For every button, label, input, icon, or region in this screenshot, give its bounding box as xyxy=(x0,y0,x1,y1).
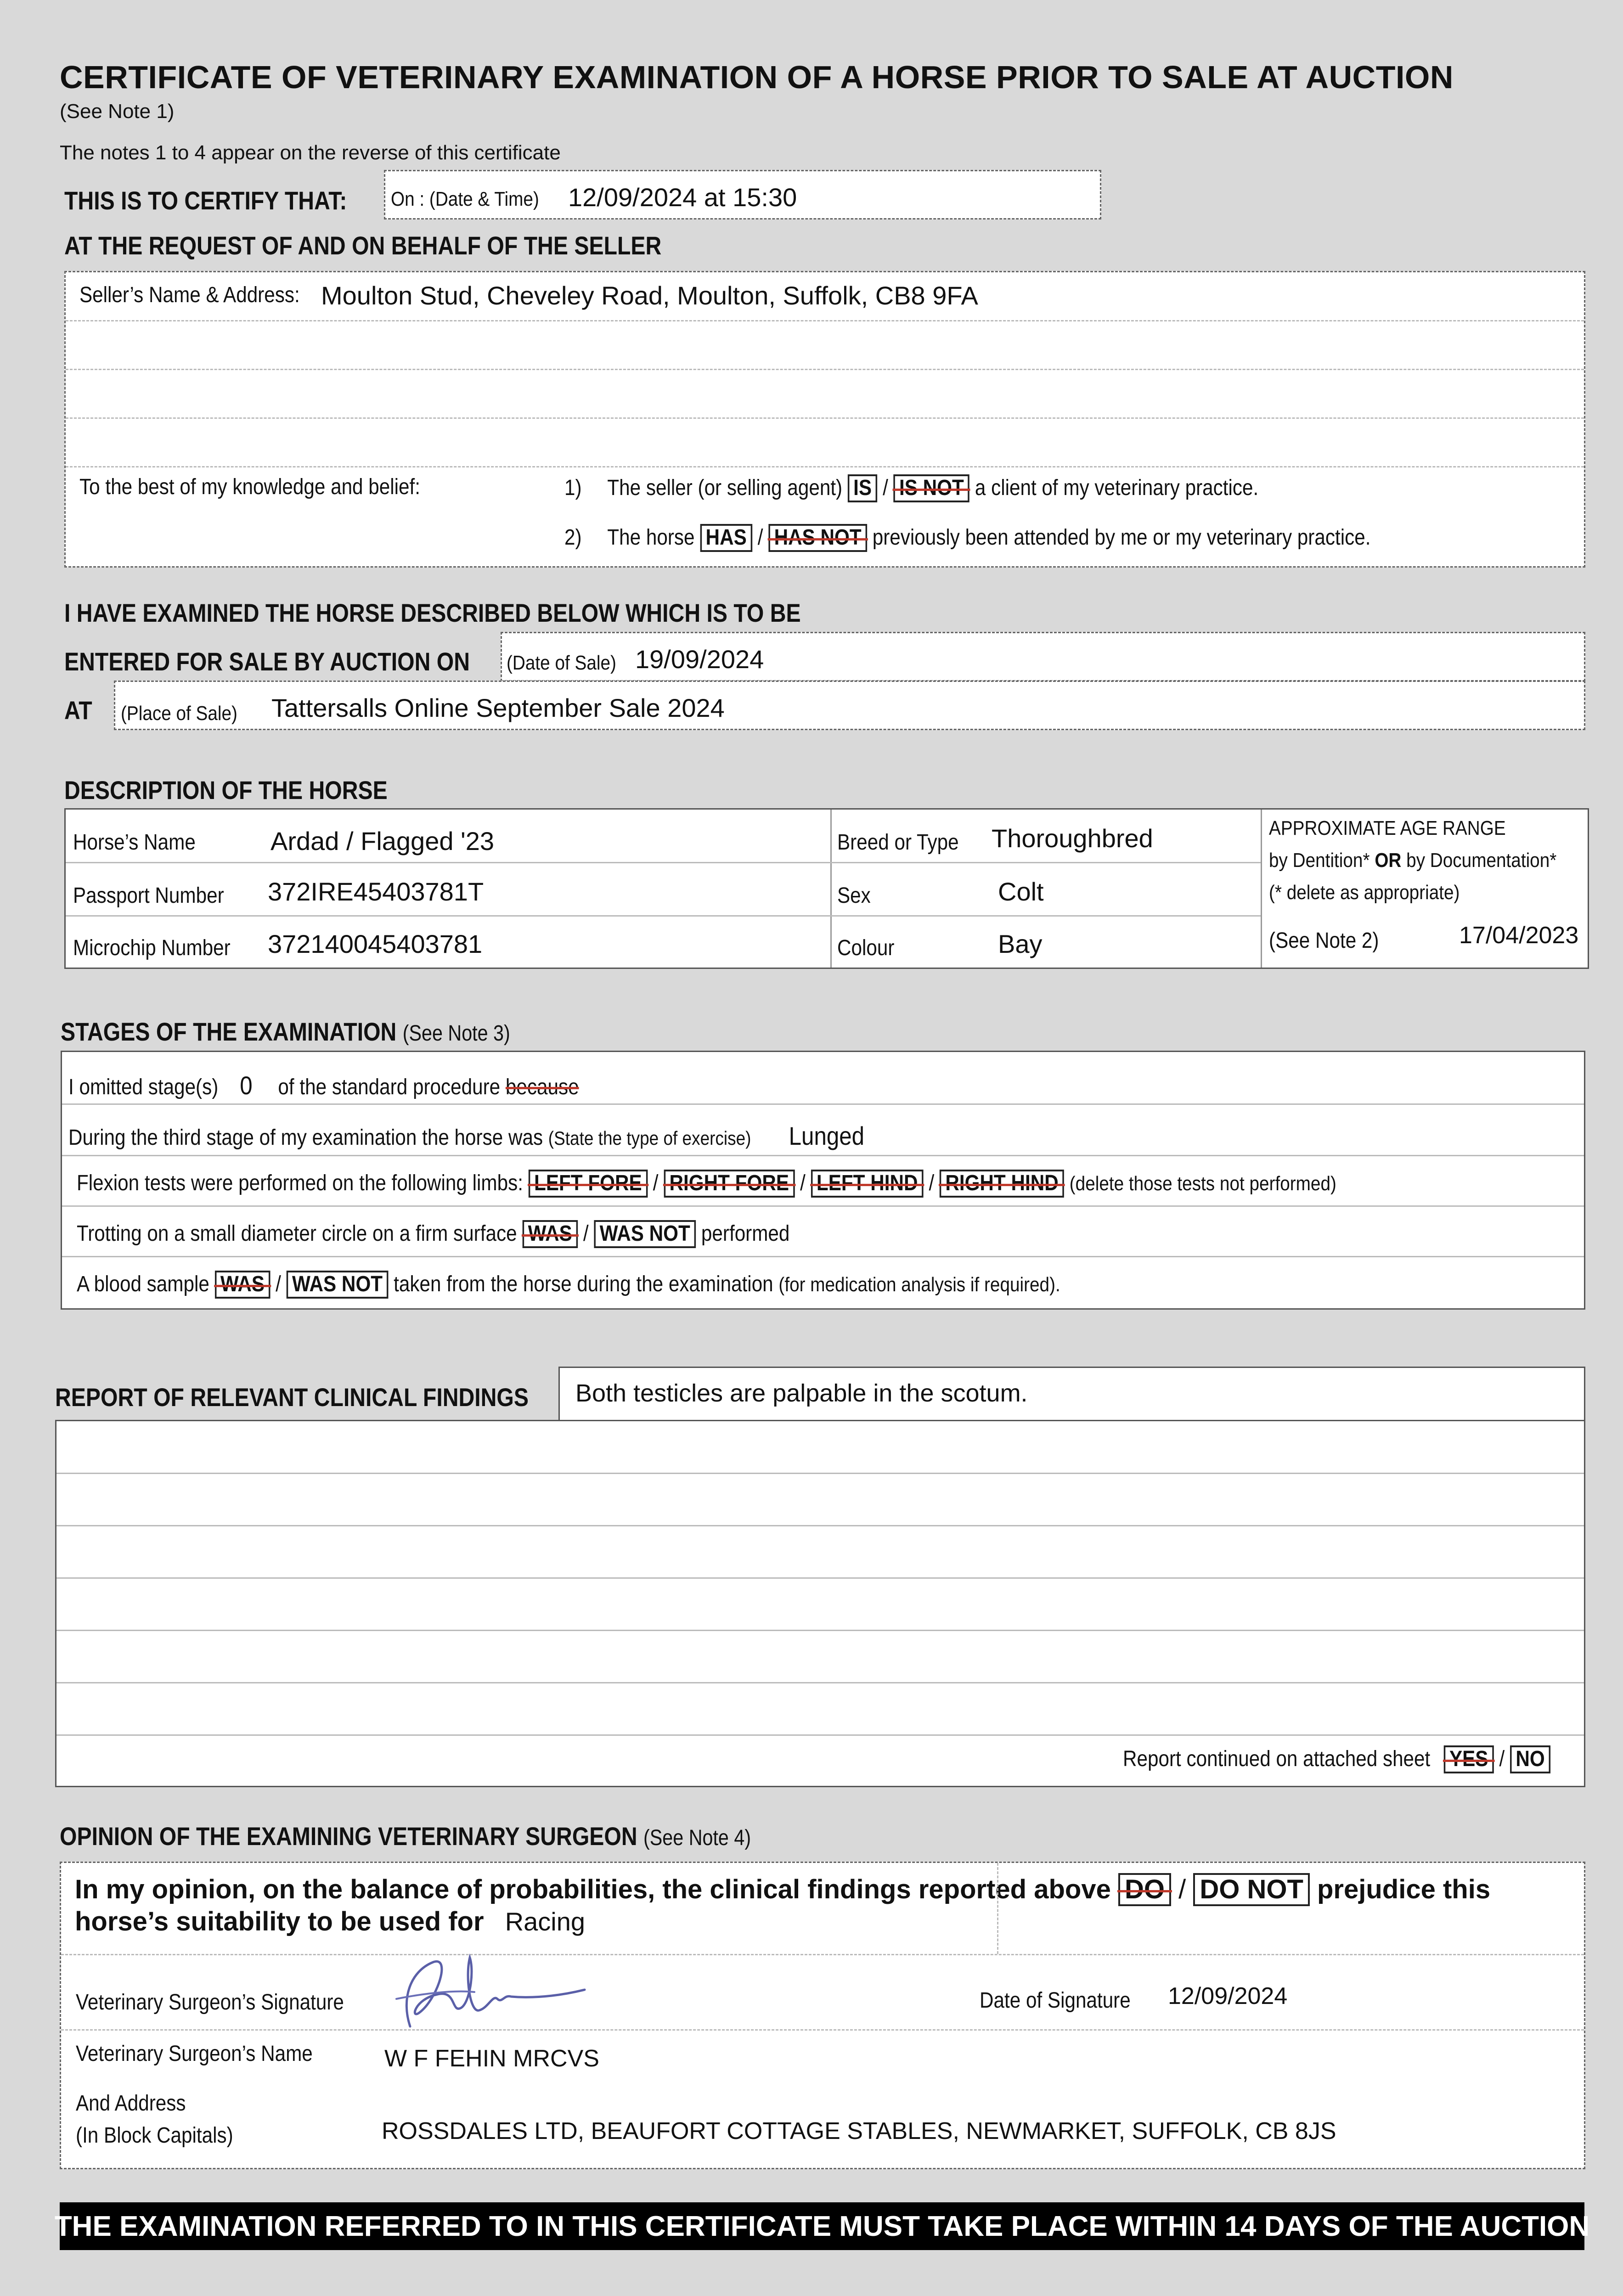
blood-was-not-option[interactable]: WAS NOT xyxy=(287,1271,389,1299)
age-delete-note: (* delete as appropriate) xyxy=(1269,881,1460,904)
knowledge-label: To the best of my knowledge and belief: xyxy=(79,475,421,499)
flexion-right-fore[interactable]: RIGHT FORE xyxy=(664,1170,795,1198)
third-stage-hint: (State the type of exercise) xyxy=(548,1127,751,1149)
item1-text: The seller (or selling agent) xyxy=(607,476,843,500)
has-option[interactable]: HAS xyxy=(700,524,752,552)
opinion-text-pre: In my opinion, on the balance of probabilities, the clinical findings reported above xyxy=(75,1874,1111,1904)
opinion-text-post: prejudice this xyxy=(1317,1874,1491,1904)
separator: / xyxy=(800,1171,806,1195)
horse-name-value[interactable]: Ardad / Flagged '23 xyxy=(270,827,495,855)
examined-label-1: I HAVE EXAMINED THE HORSE DESCRIBED BELOW WHICH IS TO BE xyxy=(64,598,801,627)
see-note-1: (See Note 1) xyxy=(60,100,175,123)
opinion-use-value[interactable]: Racing xyxy=(505,1907,586,1936)
seller-line xyxy=(66,466,1584,467)
row-divider xyxy=(62,1256,1584,1257)
flexion-label: Flexion tests were performed on the following limbs: xyxy=(77,1171,523,1195)
trotting-pre: Trotting on a small diameter circle on a firm surface xyxy=(77,1221,517,1246)
third-stage-row xyxy=(68,1121,864,1151)
flexion-left-fore[interactable]: LEFT FORE xyxy=(529,1170,648,1198)
sex-label: Sex xyxy=(837,884,871,908)
age-or: OR xyxy=(1375,849,1402,872)
colour-label: Colour xyxy=(837,936,895,960)
findings-line xyxy=(56,1682,1584,1683)
colour-value[interactable]: Bay xyxy=(998,929,1043,958)
blood-post: taken from the horse during the examination xyxy=(394,1272,773,1296)
stages-heading-text: STAGES OF THE EXAMINATION xyxy=(61,1017,397,1046)
trotting-was-not-option[interactable]: WAS NOT xyxy=(594,1220,696,1248)
row-divider xyxy=(61,2029,1584,2031)
deadline-banner: THE EXAMINATION REFERRED TO IN THIS CERTIFICATE MUST TAKE PLACE WITHIN 14 DAYS OF THE AUCTION xyxy=(60,2202,1584,2250)
knowledge-item-1 xyxy=(564,474,1258,502)
continued-no-option[interactable]: NO xyxy=(1510,1745,1550,1773)
row-divider xyxy=(62,1103,1584,1105)
seller-label: Seller’s Name & Address: xyxy=(79,283,300,307)
seller-value[interactable]: Moulton Stud, Cheveley Road, Moulton, Suffolk, CB8 9FA xyxy=(321,281,978,310)
separator: / xyxy=(276,1272,281,1296)
item2-text: The horse xyxy=(607,525,695,550)
column-divider xyxy=(1261,810,1262,968)
separator: / xyxy=(883,476,888,500)
findings-text: Both testicles are palpable in the scotum. xyxy=(575,1379,1028,1407)
age-value[interactable]: 17/04/2023 xyxy=(1459,922,1579,949)
row-divider xyxy=(61,1954,1584,1955)
description-heading: DESCRIPTION OF THE HORSE xyxy=(64,776,388,805)
place-of-sale-value: Tattersalls Online September Sale 2024 xyxy=(271,693,725,722)
continued-label: Report continued on attached sheet xyxy=(1123,1747,1431,1771)
date-of-signature-label: Date of Signature xyxy=(980,1988,1131,2013)
third-stage-label: During the third stage of my examination the horse was xyxy=(68,1125,543,1150)
flexion-note: (delete those tests not performed) xyxy=(1069,1172,1336,1195)
opinion-text-line2-text: horse’s suitability to be used for xyxy=(75,1907,484,1936)
at-label: AT xyxy=(64,696,92,725)
seller-line xyxy=(66,417,1584,419)
knowledge-item-2 xyxy=(564,524,1370,552)
date-of-signature-value[interactable]: 12/09/2024 xyxy=(1168,1983,1288,2009)
age-method xyxy=(1269,849,1556,872)
findings-line xyxy=(56,1577,1584,1579)
opinion-text-line2 xyxy=(75,1906,585,1937)
seller-section xyxy=(64,271,1585,568)
separator: / xyxy=(929,1171,935,1195)
separator: / xyxy=(1499,1747,1505,1771)
is-option[interactable]: IS xyxy=(848,474,878,502)
blood-row xyxy=(77,1271,1060,1299)
is-not-option[interactable]: IS NOT xyxy=(894,474,969,502)
vet-name-label: Veterinary Surgeon’s Name xyxy=(76,2042,313,2066)
omitted-value[interactable]: 0 xyxy=(240,1071,253,1100)
separator: / xyxy=(757,525,763,550)
horse-name-label: Horse’s Name xyxy=(73,830,196,855)
address-label-2: (In Block Capitals) xyxy=(76,2123,233,2148)
address-label: And Address xyxy=(76,2091,186,2116)
flexion-left-hind[interactable]: LEFT HIND xyxy=(811,1170,924,1198)
examined-label-2: ENTERED FOR SALE BY AUCTION ON xyxy=(64,647,470,676)
blood-was-option[interactable]: WAS xyxy=(215,1271,270,1299)
sex-value[interactable]: Colt xyxy=(998,877,1044,906)
omitted-pre: I omitted stage(s) xyxy=(68,1075,219,1099)
opinion-do-not-option[interactable]: DO NOT xyxy=(1193,1873,1310,1906)
trotting-post: performed xyxy=(701,1221,790,1246)
omitted-because: because xyxy=(505,1075,579,1099)
separator: / xyxy=(653,1171,659,1195)
seller-line xyxy=(66,320,1584,321)
column-divider xyxy=(997,1863,998,1954)
findings-line xyxy=(56,1525,1584,1526)
signature-label: Veterinary Surgeon’s Signature xyxy=(76,1990,344,2015)
stages-heading xyxy=(61,1017,510,1047)
has-not-option[interactable]: HAS NOT xyxy=(768,524,867,552)
column-divider xyxy=(830,810,832,968)
flexion-row xyxy=(77,1170,1336,1198)
vet-address-value[interactable]: ROSSDALES LTD, BEAUFORT COTTAGE STABLES, NEWMARKET, SUFFOLK, CB 8JS xyxy=(382,2118,1336,2144)
place-of-sale-label: (Place of Sale) xyxy=(121,702,237,725)
stages-heading-note: (See Note 3) xyxy=(402,1021,510,1046)
opinion-text-line1 xyxy=(75,1873,1490,1906)
microchip-value[interactable]: 372140045403781 xyxy=(268,929,483,958)
request-label: AT THE REQUEST OF AND ON BEHALF OF THE SELLER xyxy=(64,231,662,260)
microchip-label: Microchip Number xyxy=(73,936,231,960)
row-divider xyxy=(66,862,1261,863)
certify-label: THIS IS TO CERTIFY THAT: xyxy=(64,186,347,215)
flexion-right-hind[interactable]: RIGHT HIND xyxy=(940,1170,1064,1198)
findings-heading: REPORT OF RELEVANT CLINICAL FINDINGS xyxy=(55,1383,529,1412)
omitted-row xyxy=(68,1070,579,1100)
place-of-sale-field[interactable] xyxy=(114,681,1585,730)
description-table xyxy=(64,808,1589,969)
age-see-note: (See Note 2) xyxy=(1269,929,1379,953)
third-stage-value[interactable]: Lunged xyxy=(789,1121,865,1150)
breed-label: Breed or Type xyxy=(837,830,959,855)
date-of-sale-field[interactable] xyxy=(501,632,1585,681)
passport-label: Passport Number xyxy=(73,884,224,908)
on-label: On : (Date & Time) xyxy=(391,188,539,210)
exam-datetime-value: 12/09/2024 at 15:30 xyxy=(568,183,797,212)
findings-line xyxy=(56,1734,1584,1736)
separator: / xyxy=(583,1221,589,1246)
findings-table xyxy=(55,1420,1585,1787)
date-of-sale-value: 19/09/2024 xyxy=(635,645,764,674)
omitted-post: of the standard procedure xyxy=(278,1075,501,1099)
opinion-do-option[interactable]: DO xyxy=(1118,1873,1171,1906)
continued-row xyxy=(1123,1745,1550,1773)
separator: / xyxy=(1178,1874,1186,1904)
trotting-row xyxy=(77,1220,789,1248)
continued-yes-option[interactable]: YES xyxy=(1444,1745,1494,1773)
age-by-dentition[interactable]: by Dentition* xyxy=(1269,849,1370,872)
item-number: 1) xyxy=(564,476,582,500)
item-number: 2) xyxy=(564,525,582,550)
notes-intro: The notes 1 to 4 appear on the reverse of this certificate xyxy=(60,141,561,164)
vet-name-value[interactable]: W F FEHIN MRCVS xyxy=(384,2045,599,2072)
item2-post: previously been attended by me or my veterinary practice. xyxy=(872,525,1371,550)
trotting-was-option[interactable]: WAS xyxy=(522,1220,578,1248)
breed-value[interactable]: Thoroughbred xyxy=(992,824,1153,853)
row-divider xyxy=(62,1155,1584,1156)
age-heading: APPROXIMATE AGE RANGE xyxy=(1269,817,1506,839)
findings-line xyxy=(56,1630,1584,1631)
findings-line xyxy=(56,1473,1584,1474)
opinion-heading xyxy=(60,1821,751,1851)
row-divider xyxy=(66,915,1261,917)
blood-note: (for medication analysis if required). xyxy=(778,1273,1060,1296)
row-divider xyxy=(62,1205,1584,1207)
signature-image xyxy=(383,1944,612,2036)
age-by-documentation[interactable]: by Documentation* xyxy=(1406,849,1557,872)
opinion-box xyxy=(60,1862,1585,2169)
opinion-heading-note: (See Note 4) xyxy=(643,1826,751,1850)
passport-value[interactable]: 372IRE45403781T xyxy=(268,877,484,906)
opinion-heading-text: OPINION OF THE EXAMINING VETERINARY SURGEON xyxy=(60,1822,637,1851)
exam-datetime-field[interactable] xyxy=(384,170,1101,219)
certificate-title: CERTIFICATE OF VETERINARY EXAMINATION OF A HORSE PRIOR TO SALE AT AUCTION xyxy=(60,59,1454,95)
blood-pre: A blood sample xyxy=(77,1272,209,1296)
stages-table xyxy=(61,1051,1585,1310)
findings-line-1[interactable] xyxy=(558,1367,1585,1421)
date-of-sale-label: (Date of Sale) xyxy=(507,652,616,674)
item1-post: a client of my veterinary practice. xyxy=(975,476,1259,500)
seller-line xyxy=(66,369,1584,370)
